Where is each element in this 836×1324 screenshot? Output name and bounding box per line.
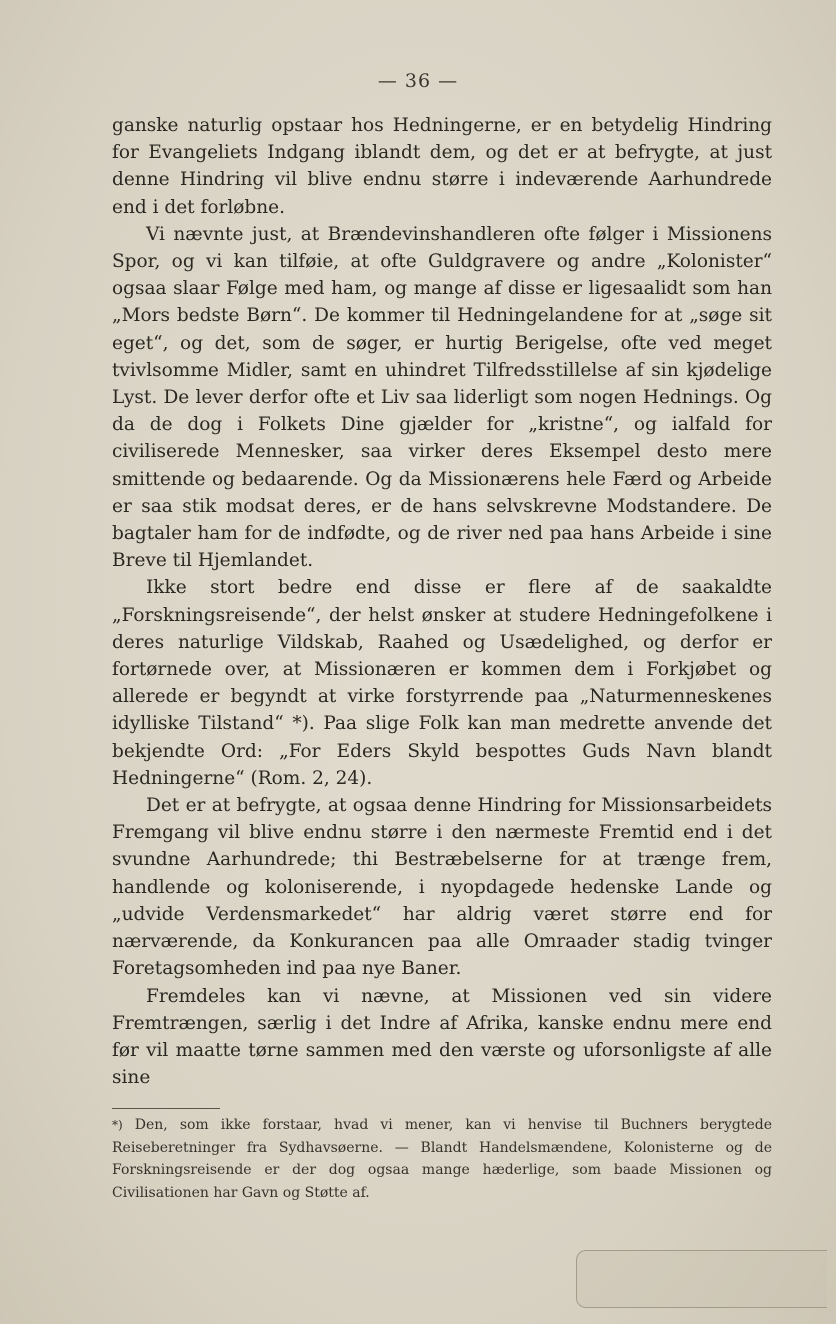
- footnote: [112, 1114, 772, 1204]
- body-text: [112, 112, 772, 1091]
- page-clip-decoration: [576, 1250, 827, 1308]
- page-number: — 36 —: [377, 70, 459, 92]
- paragraph-4: Det er at befrygte, at ogsaa denne Hindring for Missionsarbeidets Fremgang vil blive endnu større i den nærmeste Fremtid end i det svundne Aarhundrede; thi Bestræbelserne for at trænge frem, handlende og koloniserende, i nyopdagede hedenske Lande og „udvide Verdensmarkedet“ har aldrig været større end for nærværende, da Konkurancen paa alle Omraader stadig tvinger Foretagsomheden ind paa nye Baner.: [112, 795, 772, 980]
- footnote-mark: *): [112, 1118, 123, 1132]
- footnote-text: Den, som ikke forstaar, hvad vi mener, kan vi henvise til Buchners berygtede Reiseberetninger fra Sydhavsøerne. — Blandt Handelsmændene, Kolonisterne og de Forskningsreisende er der dog ogsaa mange hæderlige, som baade Missionen og Civilisationen har Gavn og Støtte af.: [112, 1117, 773, 1201]
- paragraph-2: Vi nævnte just, at Brændevinshandleren ofte følger i Missionens Spor, og vi kan tilføie, at ofte Guldgravere og andre „Kolonister“ ogsaa slaar Følge med ham, og mange af disse er ligesaalidt som han „Mors bedste Børn“. De kommer til Hedningelandene for at „søge sit eget“, og det, som de søger, er hurtig Berigelse, ofte ved meget tvivlsomme Midler, samt en uhindret Tilfredsstillelse af sin kjødelige Lyst. De lever derfor ofte et Liv saa liderligt som nogen Hednings. Og da de dog i Folkets Dine gjælder for „kristne“, og ialfald for civiliserede Mennesker, saa virker deres Eksempel desto mere smittende og bedaarende. Og da Missionærens hele Færd og Arbeide er saa stik modsat deres, er de hans selvskrevne Modstandere. De bagtaler ham for de indfødte, og de river ned paa hans Arbeide i sine Breve til Hjemlandet.: [112, 223, 772, 572]
- paragraph-3: Ikke stort bedre end disse er flere af de saakaldte „Forskningsreisende“, der helst ønsker at studere Hedningefolkene i deres naturlige Vildskab, Raahed og Usædelighed, og derfor er fortørnede over, at Missionæren er kommen dem i Forkjøbet og allerede er begyndt at virke forstyrrende paa „Naturmenneskenes idylliske Tilstand“ *). Paa slige Folk kan man medrette anvende det bekjendte Ord: „For Eders Skyld bespottes Guds Navn blandt Hedningerne“ (Rom. 2, 24).: [112, 577, 772, 789]
- paragraph-1: ganske naturlig opstaar hos Hedningerne, er en betydelig Hindring for Evangeliets Indgang iblandt dem, og det er at befrygte, at just denne Hindring vil blive endnu større i indeværende Aarhundrede end i det forløbne.: [112, 115, 772, 218]
- paragraph-5: Fremdeles kan vi nævne, at Missionen ved sin videre Fremtrængen, særlig i det Indre af Afrika, kanske endnu mere end før vil maatte tørne sammen med den værste og uforsonligste af alle sine: [112, 985, 772, 1089]
- footnote-divider: [112, 1108, 220, 1109]
